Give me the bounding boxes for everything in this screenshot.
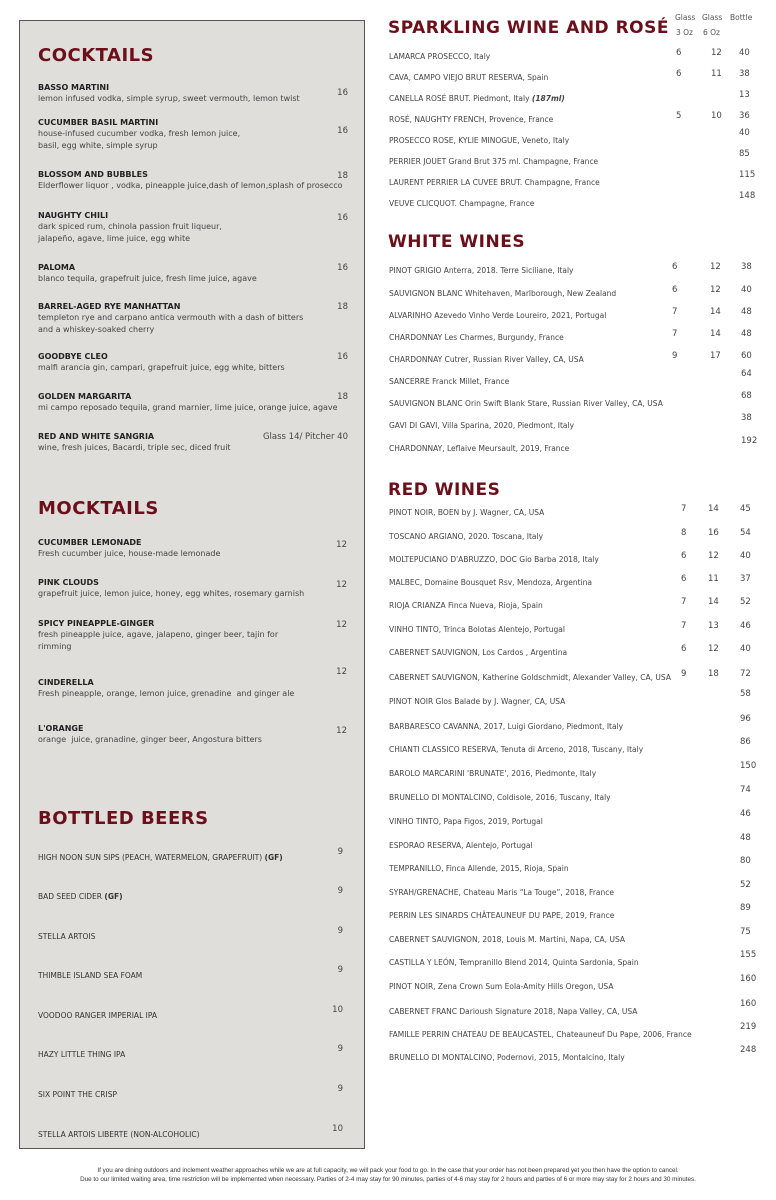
cocktail-description: dark spiced rum, chinola passion fruit liqueur, jalapeño, agave, lime juice, egg white: [38, 222, 222, 243]
white-wine-glass-6oz-price: 17: [710, 351, 721, 361]
beer-item: [38, 892, 123, 901]
red-wine-name: [389, 555, 599, 564]
footer-notice: [0, 1166, 776, 1184]
cocktail-name: GOODBYE CLEO: [38, 352, 108, 361]
cocktail-name: BARREL-AGED RYE MANHATTAN: [38, 302, 181, 311]
red-wine-bottle-price: 89: [740, 903, 751, 913]
cocktail-price: 16: [337, 263, 348, 273]
wine-label: SYRAH/GRENACHE, Chateau Maris “La Touge”, 2018, France: [389, 888, 614, 897]
beer-name: BAD SEED CIDER: [38, 892, 103, 901]
cocktail-name: PALOMA: [38, 263, 76, 272]
wine-label: LAMARCA PROSECCO, Italy: [389, 52, 491, 61]
sparkling-wine-name: [389, 52, 490, 61]
red-wine-bottle-price: 160: [740, 999, 757, 1009]
sparkling-wine-glass-3oz-price: 6: [676, 69, 682, 79]
wine-label: CHARDONNAY Les Charmes, Burgundy, France: [389, 333, 564, 342]
beer-item: [38, 932, 95, 941]
wine-label: CANELLA ROSÉ BRUT. Piedmont, Italy: [389, 94, 530, 103]
mocktail-price: 12: [336, 540, 347, 550]
white-wine-glass-6oz-price: 12: [710, 285, 721, 295]
beer-name: VOODOO RANGER IMPERIAL IPA: [38, 1011, 158, 1020]
red-wine-bottle-price: 80: [740, 856, 751, 866]
sparkling-wine-glass-3oz-price: 5: [676, 111, 682, 121]
mocktail-description: grapefruit juice, lemon juice, honey, egg whites, rosemary garnish: [38, 589, 305, 598]
white-wine-name: [389, 421, 574, 430]
white-wine-name: [389, 399, 663, 408]
red-wine-bottle-price: 72: [740, 669, 751, 679]
mocktails-heading: MOCKTAILS: [38, 498, 159, 519]
beer-name: HAZY LITTLE THING IPA: [38, 1050, 126, 1059]
red-wine-name: [389, 745, 643, 754]
column-glass-3oz-size: 3 Oz: [676, 28, 693, 37]
red-wine-glass-3oz-price: 8: [681, 528, 687, 538]
beer-price: 9: [337, 886, 343, 896]
sparkling-wine-bottle-price: 115: [739, 170, 756, 180]
mocktail-name: CUCUMBER LEMONADE: [38, 538, 142, 547]
column-glass-6oz-label: Glass: [702, 13, 723, 22]
red-wine-name: [389, 864, 569, 873]
wine-label: GAVI DI GAVI, Villa Sparina, 2020, Piedmont, Italy: [389, 421, 575, 430]
cocktail-description: lemon infused vodka, simple syrup, sweet vermouth, lemon twist: [38, 94, 300, 103]
cocktail-description: house-infused cucumber vodka, fresh lemon juice, basil, egg white, simple syrup: [38, 129, 241, 150]
red-wine-name: [389, 601, 543, 610]
white-wine-bottle-price: 60: [741, 351, 752, 361]
sparkling-wine-glass-3oz-price: 6: [676, 48, 682, 58]
wine-label: PINOT NOIR, Zena Crown Sum Eola-Amity Hills Oregon, USA: [389, 982, 614, 991]
gluten-free-tag: (GF): [264, 853, 283, 862]
mocktail-name: PINK CLOUDS: [38, 578, 99, 587]
red-wine-glass-3oz-price: 6: [681, 644, 687, 654]
white-wine-name: [389, 355, 584, 364]
red-wine-glass-6oz-price: 14: [708, 504, 719, 514]
cocktail-name: RED AND WHITE SANGRIA: [38, 432, 155, 441]
white-wine-glass-3oz-price: 7: [672, 329, 678, 339]
wine-label: CABERNET FRANC Darioush Signature 2018, Napa Valley, CA, USA: [389, 1007, 638, 1016]
wine-label: PERRIN LES SINARDS CHÂTEAUNEUF DU PAPE, 2019, France: [389, 911, 615, 920]
red-wine-bottle-price: 86: [740, 737, 751, 747]
footer-line-weather: If you are dining outdoors and inclement weather approaches while we are at full capacity, we will pack your food to go. In the case that your order has not been prepared yet you then have the option to cancel.: [97, 1167, 679, 1174]
red-wine-glass-6oz-price: 13: [708, 621, 719, 631]
wine-label: ESPORAO RESERVA, Alentejo, Portugal: [389, 841, 533, 850]
white-wine-bottle-price: 192: [741, 436, 758, 446]
beer-price: 9: [337, 926, 343, 936]
bottle-size-note: (187ml): [531, 94, 565, 103]
sparkling-wine-name: [389, 136, 569, 145]
white-wine-name: [389, 377, 509, 386]
cocktail-price: 16: [337, 213, 348, 223]
red-wine-bottle-price: 150: [740, 761, 757, 771]
red-wine-bottle-price: 40: [740, 644, 751, 654]
wine-label: LAURENT PERRIER LA CUVEE BRUT. Champagne, France: [389, 178, 600, 187]
red-wine-bottle-price: 248: [740, 1045, 757, 1055]
mocktail-description: orange juice, granadine, ginger beer, Angostura bitters: [38, 735, 262, 744]
white-wine-glass-3oz-price: 9: [672, 351, 678, 361]
cocktail-description: Elderflower liquor , vodka, pineapple juice,dash of lemon,splash of prosecco: [38, 181, 343, 190]
cocktail-description: blanco tequila, grapefruit juice, fresh lime juice, agave: [38, 274, 257, 283]
column-bottle-label: Bottle: [730, 13, 753, 22]
white-wine-glass-3oz-price: 6: [672, 262, 678, 272]
white-wine-bottle-price: 38: [741, 262, 752, 272]
white-wine-name: [389, 311, 606, 320]
mocktail-name: CINDERELLA: [38, 678, 94, 687]
footer-line-time-limit: Due to our limited waiting area, time restriction will be implemented when necessary. Parties of 2-4 may stay for 90 minutes, parties of 4-6 may stay for 2 hours and parties of 6 or more may stay for 2 hours and 30 minutes.: [80, 1176, 696, 1183]
cocktail-price: 18: [337, 302, 348, 312]
beer-price: 9: [337, 965, 343, 975]
white-wine-bottle-price: 48: [741, 307, 752, 317]
white-wine-bottle-price: 64: [741, 369, 752, 379]
red-wine-name: [389, 625, 565, 634]
red-wine-bottle-price: 37: [740, 574, 751, 584]
red-wine-bottle-price: 155: [740, 950, 757, 960]
red-wine-glass-3oz-price: 6: [681, 574, 687, 584]
mocktail-description: fresh pineapple juice, agave, jalapeno, ginger beer, tajin for rimming: [38, 630, 279, 651]
wine-label: MOLTEPUCIANO D'ABRUZZO, DOC Gio Barba 2018, Italy: [389, 555, 599, 564]
wine-label: SAUVIGNON BLANC Orin Swift Blank Stare, Russian River Valley, CA, USA: [389, 399, 663, 408]
red-wine-glass-3oz-price: 9: [681, 669, 687, 679]
wine-label: TEMPRANILLO, Finca Allende, 2015, Rioja, Spain: [389, 864, 569, 873]
sparkling-wine-bottle-price: 36: [739, 111, 750, 121]
red-wine-bottle-price: 48: [740, 833, 751, 843]
red-wine-name: [389, 532, 543, 541]
beer-price: 9: [337, 1084, 343, 1094]
cocktail-price: 16: [337, 88, 348, 98]
red-wine-name: [389, 958, 639, 967]
cocktail-name: CUCUMBER BASIL MARTINI: [38, 118, 159, 127]
cocktail-price: 18: [337, 171, 348, 181]
sparkling-wine-bottle-price: 85: [739, 149, 750, 159]
white-wine-glass-6oz-price: 14: [710, 329, 721, 339]
wine-label: RIOJA CRIANZA Finca Nueva, Rioja, Spain: [389, 601, 543, 610]
wine-label: ROSÉ, NAUGHTY FRENCH, Provence, France: [389, 115, 554, 124]
cocktail-price: 16: [337, 126, 348, 136]
wine-label: PINOT GRIGIO Anterra, 2018. Terre Siciliane, Italy: [389, 266, 574, 275]
red-wine-bottle-price: 58: [740, 689, 751, 699]
red-wine-glass-6oz-price: 11: [708, 574, 719, 584]
beer-item: [38, 853, 283, 862]
red-wine-glass-6oz-price: 16: [708, 528, 719, 538]
white-wine-glass-6oz-price: 12: [710, 262, 721, 272]
cocktail-description: templeton rye and carpano antica vermouth with a dash of bitters and a whiskey-soaked cherry: [38, 313, 304, 334]
white-wine-bottle-price: 38: [741, 413, 752, 423]
red-wine-bottle-price: 46: [740, 621, 751, 631]
red-wine-glass-3oz-price: 7: [681, 621, 687, 631]
red-wine-bottle-price: 75: [740, 927, 751, 937]
red-wine-name: [389, 793, 611, 802]
red-wine-name: [389, 673, 671, 682]
red-wine-bottle-price: 219: [740, 1022, 757, 1032]
white-wine-name: [389, 266, 573, 275]
red-wine-glass-6oz-price: 12: [708, 644, 719, 654]
wine-label: VEUVE CLICQUOT. Champagne, France: [389, 199, 535, 208]
wine-label: CABERNET SAUVIGNON, Katherine Goldschmidt, Alexander Valley, CA, USA: [389, 673, 671, 682]
white-wine-glass-6oz-price: 14: [710, 307, 721, 317]
wine-label: BRUNELLO DI MONTALCINO, Coldisole, 2016, Tuscany, Italy: [389, 793, 611, 802]
white-wines-heading: WHITE WINES: [388, 232, 526, 252]
wine-label: CHARDONNAY, Leflaive Meursault, 2019, France: [389, 444, 570, 453]
mocktail-price: 12: [336, 726, 347, 736]
beer-price: 9: [337, 1044, 343, 1054]
red-wine-name: [389, 911, 614, 920]
sparkling-wine-name: [389, 199, 534, 208]
beer-name: THIMBLE ISLAND SEA FOAM: [38, 971, 143, 980]
red-wine-name: [389, 578, 592, 587]
red-wine-glass-3oz-price: 7: [681, 504, 687, 514]
wine-label: PINOT NOIR Glos Balade by J. Wagner, CA, USA: [389, 697, 566, 706]
beer-name: HIGH NOON SUN SIPS (PEACH, WATERMELON, GRAPEFRUIT): [38, 853, 263, 862]
red-wine-name: [389, 982, 613, 991]
wine-label: TOSCANO ARGIANO, 2020. Toscana, Italy: [389, 532, 544, 541]
sparkling-wine-bottle-price: 40: [739, 48, 750, 58]
red-wine-name: [389, 697, 565, 706]
red-wine-name: [389, 648, 567, 657]
wine-label: CABERNET SAUVIGNON, Los Cardos , Argentina: [389, 648, 568, 657]
wine-label: SAUVIGNON BLANC Whitehaven, Marlborough, New Zealand: [389, 289, 617, 298]
wine-label: MALBEC, Domaine Bousquet Rsv, Mendoza, Argentina: [389, 578, 593, 587]
cocktail-description: wine, fresh juices, Bacardi, triple sec, diced fruit: [38, 443, 231, 452]
white-wine-glass-3oz-price: 7: [672, 307, 678, 317]
red-wine-bottle-price: 45: [740, 504, 751, 514]
red-wine-name: [389, 1030, 692, 1039]
red-wine-glass-3oz-price: 6: [681, 551, 687, 561]
cocktail-price: 18: [337, 392, 348, 402]
red-wine-glass-6oz-price: 18: [708, 669, 719, 679]
column-glass-6oz-size: 6 Oz: [703, 28, 720, 37]
mocktail-price: 12: [336, 667, 347, 677]
wine-label: CHIANTI CLASSICO RESERVA, Tenuta di Arceno, 2018, Tuscany, Italy: [389, 745, 644, 754]
wine-label: BAROLO MARCARINI 'BRUNATE', 2016, Piedmonte, Italy: [389, 769, 597, 778]
sparkling-heading: SPARKLING WINE AND ROSÉ: [388, 18, 669, 38]
cocktails-heading: COCKTAILS: [38, 45, 155, 66]
red-wine-name: [389, 508, 544, 517]
beer-item: [38, 1050, 125, 1059]
beer-name: SIX POINT THE CRISP: [38, 1090, 117, 1099]
cocktail-name: BLOSSOM AND BUBBLES: [38, 170, 148, 179]
cocktail-name: GOLDEN MARGARITA: [38, 392, 132, 401]
sparkling-wine-name: [389, 178, 600, 187]
sparkling-wine-bottle-price: 38: [739, 69, 750, 79]
red-wine-glass-6oz-price: 12: [708, 551, 719, 561]
wine-label: VINHO TINTO, Trinca Bolotas Alentejo, Portugal: [389, 625, 565, 634]
wine-label: SANCERRE Franck Millet, France: [389, 377, 510, 386]
sparkling-wine-bottle-price: 13: [739, 90, 750, 100]
wine-label: ALVARINHO Azevedo Vinho Verde Loureiro, 2021, Portugal: [389, 311, 607, 320]
beer-item: [38, 971, 142, 980]
wine-label: BARBARESCO CAVANNA, 2017, Luigi Giordano, Piedmont, Italy: [389, 722, 624, 731]
wine-label: CAVA, CAMPO VIEJO BRUT RESERVA, Spain: [389, 73, 549, 82]
red-wines-heading: RED WINES: [388, 480, 501, 500]
red-wine-name: [389, 841, 533, 850]
mocktail-name: SPICY PINEAPPLE-GINGER: [38, 619, 155, 628]
wine-label: PROSECCO ROSE, KYLIE MINOGUE, Veneto, Italy: [389, 136, 570, 145]
sparkling-wine-name: [389, 157, 598, 166]
red-wine-bottle-price: 52: [740, 597, 751, 607]
red-wine-bottle-price: 160: [740, 974, 757, 984]
beer-item: [38, 1011, 157, 1020]
cocktail-price: Glass 14/ Pitcher 40: [262, 432, 348, 442]
white-wine-bottle-price: 48: [741, 329, 752, 339]
white-wine-name: [389, 333, 564, 342]
beer-item: [38, 1130, 200, 1139]
cocktail-description: malfi arancia gin, campari, grapefruit juice, egg white, bitters: [38, 363, 285, 372]
red-wine-bottle-price: 46: [740, 809, 751, 819]
mocktail-price: 12: [336, 580, 347, 590]
white-wine-bottle-price: 68: [741, 391, 752, 401]
mocktail-description: Fresh cucumber juice, house-made lemonade: [38, 549, 221, 558]
wine-label: CASTILLA Y LEÓN, Tempranillo Blend 2014, Quinta Sardonia, Spain: [389, 958, 639, 967]
sparkling-wine-name: [389, 115, 553, 124]
red-wine-name: [389, 817, 543, 826]
red-wine-bottle-price: 52: [740, 880, 751, 890]
wine-label: CHARDONNAY Cutrer, Russian River Valley, CA, USA: [389, 355, 584, 364]
wine-label: BRUNELLO DI MONTALCINO, Podernovi, 2015, Montalcino, Italy: [389, 1053, 625, 1062]
sparkling-wine-name: [389, 73, 548, 82]
column-glass-3oz-label: Glass: [675, 13, 696, 22]
sparkling-wine-glass-6oz-price: 10: [711, 111, 722, 121]
wine-label: VINHO TINTO, Papa Figos, 2019, Portugal: [389, 817, 543, 826]
beer-price: 9: [337, 847, 343, 857]
bottled-beers-heading: BOTTLED BEERS: [38, 808, 209, 829]
wine-label: PERRIER JOUET Grand Brut 375 ml. Champagne, France: [389, 157, 599, 166]
cocktail-price: 16: [337, 352, 348, 362]
wine-label: PINOT NOIR, BOEN by J. Wagner, CA, USA: [389, 508, 545, 517]
red-wine-bottle-price: 74: [740, 785, 751, 795]
beer-name: STELLA ARTOIS: [38, 932, 96, 941]
red-wine-name: [389, 722, 623, 731]
sparkling-wine-glass-6oz-price: 12: [711, 48, 722, 58]
mocktail-name: L'ORANGE: [38, 724, 84, 733]
mocktail-price: 12: [336, 620, 347, 630]
beer-price: 10: [332, 1124, 343, 1134]
white-wine-bottle-price: 40: [741, 285, 752, 295]
sparkling-wine-name: [389, 94, 565, 103]
sparkling-wine-bottle-price: 148: [739, 191, 756, 201]
sparkling-wine-bottle-price: 40: [739, 128, 750, 138]
red-wine-bottle-price: 96: [740, 714, 751, 724]
gluten-free-tag: (GF): [104, 892, 123, 901]
wine-label: FAMILLE PERRIN CHATEAU DE BEAUCASTEL, Chateauneuf Du Pape, 2006, France: [389, 1030, 692, 1039]
red-wine-name: [389, 769, 596, 778]
white-wine-glass-3oz-price: 6: [672, 285, 678, 295]
sparkling-wine-glass-6oz-price: 11: [711, 69, 722, 79]
red-wine-name: [389, 888, 614, 897]
red-wine-name: [389, 935, 625, 944]
red-wine-bottle-price: 54: [740, 528, 751, 538]
red-wine-bottle-price: 40: [740, 551, 751, 561]
red-wine-name: [389, 1007, 637, 1016]
cocktail-name: NAUGHTY CHILI: [38, 211, 109, 220]
mocktail-description: Fresh pineapple, orange, lemon juice, grenadine and ginger ale: [38, 689, 295, 698]
red-wine-glass-3oz-price: 7: [681, 597, 687, 607]
wine-label: CABERNET SAUVIGNON, 2018, Louis M. Martini, Napa, CA, USA: [389, 935, 625, 944]
cocktail-description: mi campo reposado tequila, grand marnier, lime juice, orange juice, agave: [38, 403, 338, 412]
white-wine-name: [389, 444, 569, 453]
beer-item: [38, 1090, 117, 1099]
beer-price: 10: [332, 1005, 343, 1015]
red-wine-glass-6oz-price: 14: [708, 597, 719, 607]
red-wine-name: [389, 1053, 625, 1062]
cocktail-name: BASSO MARTINI: [38, 83, 110, 92]
beer-name: STELLA ARTOIS LIBERTE (NON-ALCOHOLIC): [38, 1130, 200, 1139]
white-wine-name: [389, 289, 616, 298]
